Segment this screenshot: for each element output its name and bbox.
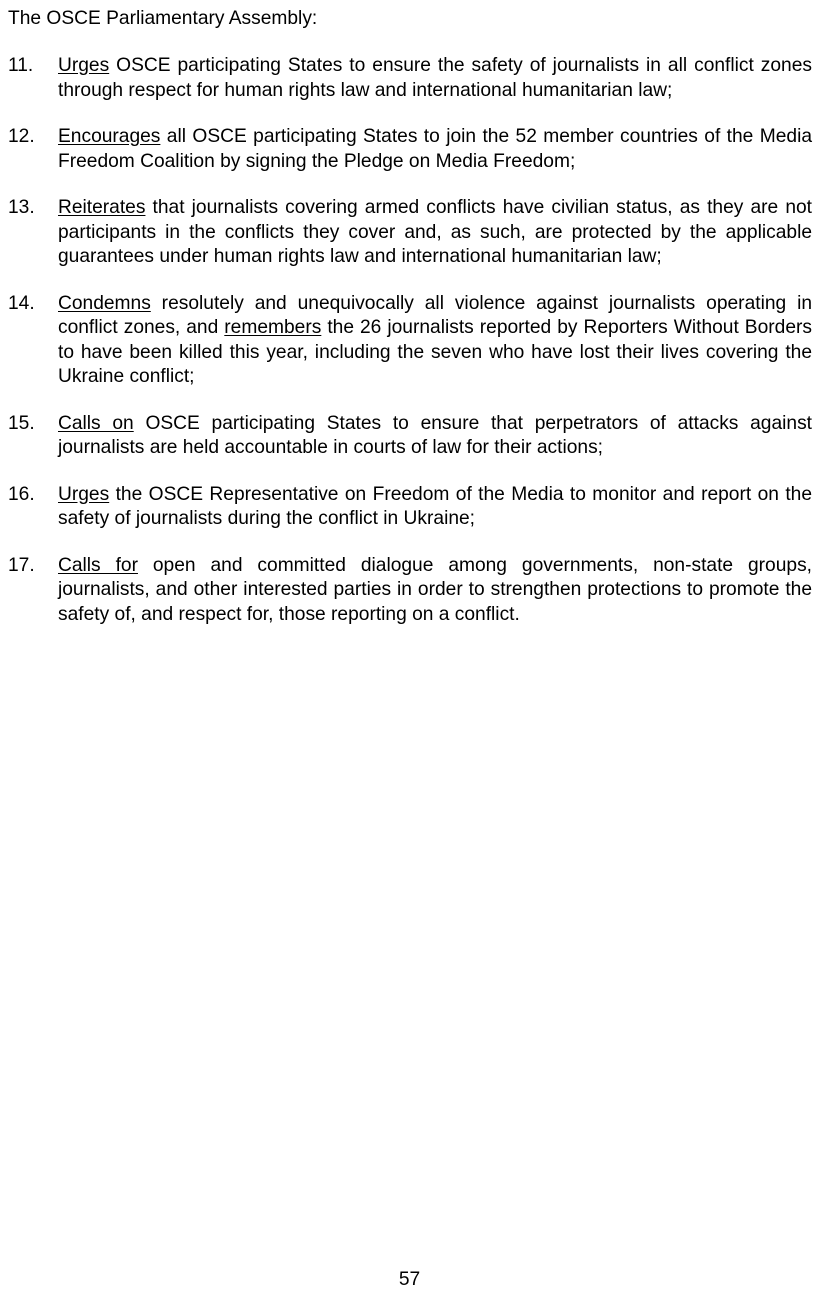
item-text — [58, 483, 812, 532]
resolution-item-15 — [8, 412, 812, 461]
item-body-continued: the 26 journalists reported by Reporters Without Borders to have been killed this year, including the seven who have lost their lives covering the Ukraine conflict; — [58, 317, 812, 387]
item-body: resolutely and unequivocally all violence against journalists operating in conflict zones, and — [58, 292, 812, 338]
item-number: 16. — [8, 483, 35, 505]
resolution-list — [8, 54, 812, 649]
item-number: 14. — [8, 292, 35, 314]
resolution-item-17 — [8, 554, 812, 628]
item-text — [58, 412, 812, 461]
item-text — [58, 554, 812, 628]
operative-verb: Urges — [58, 483, 110, 505]
operative-verb: Calls for — [58, 554, 138, 576]
resolution-item-16 — [8, 483, 812, 532]
operative-verb-secondary: remembers — [224, 317, 322, 338]
preamble-heading: The OSCE Parliamentary Assembly: — [8, 8, 318, 29]
page-number: 57 — [398, 1269, 421, 1290]
item-number: 12. — [8, 126, 35, 147]
resolution-item-14 — [8, 292, 812, 390]
item-text — [58, 196, 812, 270]
item-body: OSCE participating States to ensure that perpetrators of attacks against journalists are held accountable in courts of law for their actions; — [58, 412, 812, 458]
item-text — [58, 292, 812, 390]
item-number: 17. — [8, 554, 35, 576]
item-body: OSCE participating States to ensure the safety of journalists in all conflict zones through respect for human rights law and international humanitarian law; — [58, 55, 812, 101]
item-body: the OSCE Representative on Freedom of the Media to monitor and report on the safety of journalists during the conflict in Ukraine; — [58, 483, 812, 529]
resolution-item-13 — [8, 196, 812, 270]
item-number: 13. — [8, 197, 35, 218]
item-text — [58, 125, 812, 174]
item-text — [58, 54, 812, 103]
operative-verb: Calls on — [58, 412, 134, 434]
item-body: all OSCE participating States to join the 52 member countries of the Media Freedom Coalition by signing the Pledge on Media Freedom; — [58, 126, 812, 172]
resolution-item-12 — [8, 125, 812, 174]
item-number: 11. — [8, 55, 34, 76]
resolution-item-11 — [8, 54, 812, 103]
operative-verb: Encourages — [58, 126, 161, 147]
operative-verb: Reiterates — [58, 197, 146, 218]
item-body: that journalists covering armed conflicts have civilian status, as they are not participants in the conflicts they cover and, as such, are protected by the applicable guarantees under human rights law and international humanitarian law; — [58, 197, 812, 267]
operative-verb: Condemns — [58, 292, 151, 314]
operative-verb: Urges — [58, 55, 110, 76]
item-body: open and committed dialogue among governments, non-state groups, journalists, and other interested parties in order to strengthen protections to promote the safety of, and respect for, those reporting on a conflict. — [58, 554, 812, 625]
item-number: 15. — [8, 412, 35, 434]
